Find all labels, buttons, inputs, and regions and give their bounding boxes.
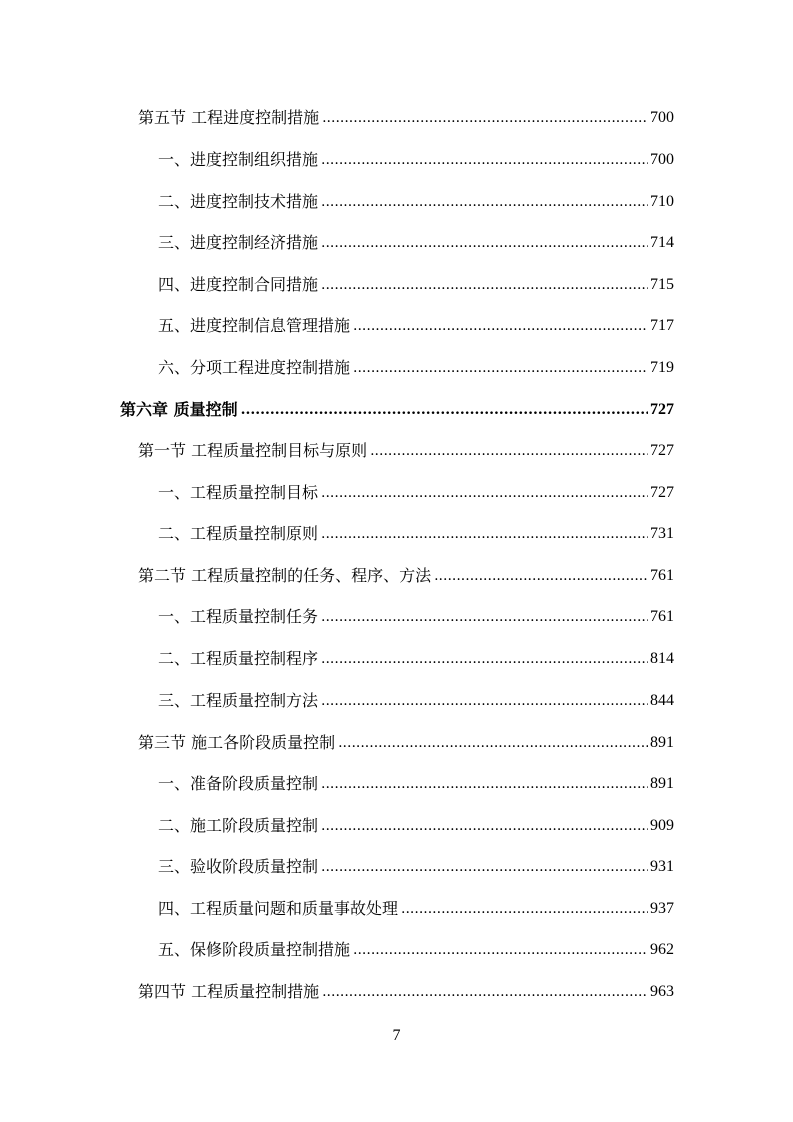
toc-entry-label: 四、工程质量问题和质量事故处理 — [158, 899, 399, 918]
toc-leader-dots — [338, 733, 648, 753]
toc-leader-dots — [321, 483, 648, 503]
toc-entry[interactable] — [0, 603, 793, 627]
toc-entry[interactable] — [0, 271, 793, 295]
toc-entry-label: 六、分项工程进度控制措施 — [158, 358, 351, 377]
toc-leader-dots — [322, 982, 648, 1002]
toc-entry-page: 714 — [650, 234, 674, 251]
toc-leader-dots — [353, 940, 648, 960]
toc-entry[interactable] — [0, 853, 793, 877]
toc-entry-page: 761 — [650, 608, 674, 625]
toc-entry[interactable] — [0, 354, 793, 378]
toc-leader-dots — [353, 316, 648, 336]
toc-entry-page: 931 — [650, 858, 674, 875]
toc-entry-label: 五、保修阶段质量控制措施 — [158, 940, 351, 959]
toc-leader-dots — [370, 441, 648, 461]
toc-entry-page: 700 — [650, 151, 674, 168]
toc-entry-page: 814 — [650, 650, 674, 667]
toc-leader-dots — [401, 899, 648, 919]
toc-leader-dots — [321, 275, 648, 295]
toc-entry[interactable] — [0, 978, 793, 1002]
toc-entry[interactable] — [0, 645, 793, 669]
toc-entry[interactable] — [0, 895, 793, 919]
toc-entry-label: 一、工程质量控制目标 — [158, 483, 319, 502]
toc-entry[interactable] — [0, 936, 793, 960]
toc-entry-label: 第五节 工程进度控制措施 — [138, 108, 320, 127]
toc-entry-label: 一、准备阶段质量控制 — [158, 774, 319, 793]
toc-entry-label: 第二节 工程质量控制的任务、程序、方法 — [138, 566, 432, 585]
toc-entry[interactable] — [0, 104, 793, 128]
toc-entry-page: 891 — [650, 775, 674, 792]
toc-leader-dots — [321, 649, 648, 669]
toc-leader-dots — [322, 108, 648, 128]
toc-entry-label: 二、工程质量控制程序 — [158, 649, 319, 668]
toc-entry-page: 715 — [650, 276, 674, 293]
toc-entry[interactable] — [0, 520, 793, 544]
toc-entry-page: 717 — [650, 317, 674, 334]
toc-chapter-entry[interactable] — [0, 396, 793, 420]
toc-entry-label: 第三节 施工各阶段质量控制 — [138, 733, 336, 752]
toc-entry-label: 五、进度控制信息管理措施 — [158, 316, 351, 335]
toc-leader-dots — [241, 400, 648, 420]
toc-entry[interactable] — [0, 312, 793, 336]
toc-leader-dots — [353, 358, 648, 378]
toc-leader-dots — [321, 607, 648, 627]
toc-entry-page: 700 — [650, 109, 674, 126]
toc-entry[interactable] — [0, 812, 793, 836]
toc-entry-page: 937 — [650, 900, 674, 917]
toc-entry[interactable] — [0, 770, 793, 794]
toc-leader-dots — [321, 816, 648, 836]
toc-leader-dots — [321, 774, 648, 794]
toc-entry-page: 962 — [650, 941, 674, 958]
toc-entry[interactable] — [0, 229, 793, 253]
toc-entry[interactable] — [0, 437, 793, 461]
toc-entry[interactable] — [0, 729, 793, 753]
toc-entry-label: 一、工程质量控制任务 — [158, 607, 319, 626]
toc-leader-dots — [321, 233, 648, 253]
page-number: 7 — [392, 1027, 401, 1044]
toc-entry[interactable] — [0, 687, 793, 711]
toc-leader-dots — [321, 691, 648, 711]
toc-entry[interactable] — [0, 188, 793, 212]
toc-entry-page: 731 — [650, 525, 674, 542]
toc-leader-dots — [321, 857, 648, 877]
toc-leader-dots — [321, 150, 648, 170]
toc-entry-page: 844 — [650, 692, 674, 709]
toc-entry-label: 三、进度控制经济措施 — [158, 233, 319, 252]
toc-entry-page: 727 — [650, 442, 674, 459]
toc-entry-page: 891 — [650, 734, 674, 751]
toc-entry-page: 727 — [650, 401, 674, 418]
toc-entry-label: 三、工程质量控制方法 — [158, 691, 319, 710]
toc-entry-page: 909 — [650, 817, 674, 834]
toc-entry[interactable] — [0, 479, 793, 503]
toc-entry-label: 四、进度控制合同措施 — [158, 275, 319, 294]
toc-entry-page: 719 — [650, 359, 674, 376]
toc-entry-page: 761 — [650, 567, 674, 584]
toc-leader-dots — [321, 192, 648, 212]
toc-entry-label: 三、验收阶段质量控制 — [158, 857, 319, 876]
toc-entry-label: 二、施工阶段质量控制 — [158, 816, 319, 835]
toc-entry[interactable] — [0, 562, 793, 586]
toc-entry-label: 第四节 工程质量控制措施 — [138, 982, 320, 1001]
toc-entry[interactable] — [0, 146, 793, 170]
toc-entry-label: 二、进度控制技术措施 — [158, 192, 319, 211]
toc-entry-page: 710 — [650, 193, 674, 210]
toc-entry-label: 第一节 工程质量控制目标与原则 — [138, 441, 368, 460]
toc-entry-page: 963 — [650, 983, 674, 1000]
toc-entry-label: 第六章 质量控制 — [120, 400, 238, 419]
toc-entry-page: 727 — [650, 484, 674, 501]
toc-entry-label: 一、进度控制组织措施 — [158, 150, 319, 169]
toc-leader-dots — [434, 566, 648, 586]
toc-leader-dots — [321, 524, 648, 544]
toc-entry-label: 二、工程质量控制原则 — [158, 524, 319, 543]
